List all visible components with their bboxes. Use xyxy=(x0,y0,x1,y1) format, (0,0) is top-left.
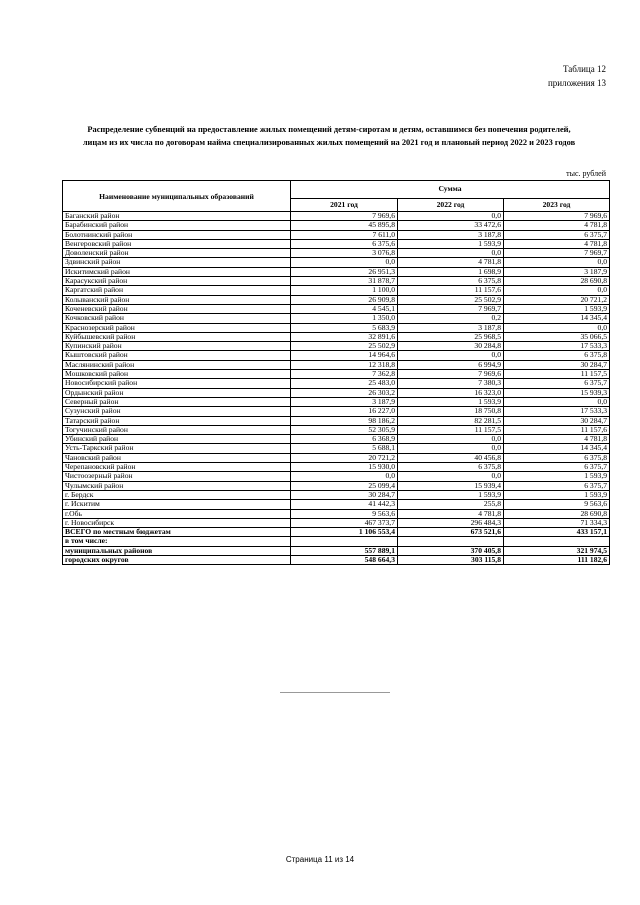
cell-name: Куйбышевский район xyxy=(63,332,291,341)
cell-2022: 370 405,8 xyxy=(398,546,504,555)
cell-2023: 0,0 xyxy=(504,258,610,267)
cell-2023: 433 157,1 xyxy=(504,528,610,537)
cell-2022: 0,0 xyxy=(398,249,504,258)
cell-2022: 25 968,5 xyxy=(398,332,504,341)
cell-2023: 20 721,2 xyxy=(504,295,610,304)
table-row xyxy=(63,481,610,490)
cell-2021: 3 076,8 xyxy=(291,249,398,258)
cell-name: Каргатский район xyxy=(63,286,291,295)
table-row xyxy=(63,435,610,444)
cell-2021: 1 100,0 xyxy=(291,286,398,295)
cell-2022: 6 994,9 xyxy=(398,360,504,369)
cell-2021 xyxy=(291,537,398,546)
table-row xyxy=(63,230,610,239)
table-row xyxy=(63,407,610,416)
cell-2021: 25 099,4 xyxy=(291,481,398,490)
cell-2023 xyxy=(504,537,610,546)
cell-2021: 3 187,9 xyxy=(291,397,398,406)
units-label: тыс. рублей xyxy=(566,169,606,178)
table-row xyxy=(63,286,610,295)
table-row xyxy=(63,379,610,388)
cell-2023: 9 563,6 xyxy=(504,500,610,509)
cell-2022: 6 375,8 xyxy=(398,463,504,472)
cell-2022: 0,2 xyxy=(398,314,504,323)
table-row xyxy=(63,258,610,267)
cell-2023: 7 969,7 xyxy=(504,249,610,258)
table-row xyxy=(63,277,610,286)
table-row xyxy=(63,360,610,369)
cell-2021: 4 545,1 xyxy=(291,304,398,313)
cell-2023: 1 593,9 xyxy=(504,490,610,499)
cell-2023: 6 375,7 xyxy=(504,230,610,239)
appendix-number: приложения 13 xyxy=(547,78,606,88)
cell-2021: 14 964,6 xyxy=(291,351,398,360)
cell-name: Татарский район xyxy=(63,416,291,425)
table-row xyxy=(63,397,610,406)
cell-name: Чулымский район xyxy=(63,481,291,490)
cell-2021: 12 318,8 xyxy=(291,360,398,369)
table-row xyxy=(63,537,610,546)
cell-name: Мошковский район xyxy=(63,370,291,379)
column-header-2021: 2021 год xyxy=(291,199,398,212)
cell-2023: 0,0 xyxy=(504,286,610,295)
cell-2023: 14 345,4 xyxy=(504,314,610,323)
cell-2021: 548 664,3 xyxy=(291,555,398,564)
document-title xyxy=(40,123,618,149)
page-footer: Страница 11 из 14 xyxy=(285,855,355,864)
cell-2021: 9 563,6 xyxy=(291,509,398,518)
cell-name: городских округов xyxy=(63,555,291,564)
cell-name: муниципальных районов xyxy=(63,546,291,555)
cell-2023: 71 334,3 xyxy=(504,518,610,527)
table-row xyxy=(63,388,610,397)
table-row xyxy=(63,267,610,276)
cell-2022: 1 593,9 xyxy=(398,490,504,499)
cell-name: Тогучинский район xyxy=(63,425,291,434)
cell-2021: 7 362,8 xyxy=(291,370,398,379)
title-line-1: Распределение субвенций на предоставление жилых помещений детям-сиротам и детям, оставшимся без попечения родителей, xyxy=(87,125,571,134)
cell-name: Чистоозерный район xyxy=(63,472,291,481)
table-row xyxy=(63,555,610,564)
cell-2022: 7 969,7 xyxy=(398,304,504,313)
table-body xyxy=(63,212,610,565)
cell-2021: 26 951,3 xyxy=(291,267,398,276)
cell-2022: 6 375,8 xyxy=(398,277,504,286)
cell-2022: 4 781,8 xyxy=(398,509,504,518)
table-row xyxy=(63,528,610,537)
cell-2022: 0,0 xyxy=(398,472,504,481)
cell-2021: 25 502,9 xyxy=(291,342,398,351)
cell-name: Колыванский район xyxy=(63,295,291,304)
cell-2022: 11 157,5 xyxy=(398,425,504,434)
cell-2023: 17 533,3 xyxy=(504,407,610,416)
cell-name: Черепановский район xyxy=(63,463,291,472)
table-row xyxy=(63,314,610,323)
cell-2021: 32 891,6 xyxy=(291,332,398,341)
cell-2021: 41 442,3 xyxy=(291,500,398,509)
table-row xyxy=(63,342,610,351)
cell-2021: 30 284,7 xyxy=(291,490,398,499)
cell-2022: 296 484,3 xyxy=(398,518,504,527)
cell-name: Новосибирский район xyxy=(63,379,291,388)
cell-2021: 557 889,1 xyxy=(291,546,398,555)
cell-2023: 17 533,3 xyxy=(504,342,610,351)
cell-2022: 15 939,4 xyxy=(398,481,504,490)
table-row xyxy=(63,304,610,313)
cell-2023: 28 690,8 xyxy=(504,277,610,286)
cell-2021: 5 688,1 xyxy=(291,444,398,453)
cell-2023: 1 593,9 xyxy=(504,472,610,481)
cell-2023: 4 781,8 xyxy=(504,221,610,230)
cell-name: Коченевский район xyxy=(63,304,291,313)
cell-2021: 31 878,7 xyxy=(291,277,398,286)
cell-name: Венгеровский район xyxy=(63,239,291,248)
column-header-2022: 2022 год xyxy=(398,199,504,212)
cell-2022: 40 456,8 xyxy=(398,453,504,462)
cell-name: Карасукский район xyxy=(63,277,291,286)
cell-2021: 467 373,7 xyxy=(291,518,398,527)
table-row xyxy=(63,509,610,518)
column-header-name: Наименование муниципальных образований xyxy=(63,181,291,212)
cell-name: Северный район xyxy=(63,397,291,406)
cell-2021: 1 350,0 xyxy=(291,314,398,323)
cell-2022: 82 281,5 xyxy=(398,416,504,425)
cell-name: г.Обь xyxy=(63,509,291,518)
cell-2023: 0,0 xyxy=(504,397,610,406)
table-row xyxy=(63,453,610,462)
cell-name: Болотнинский район xyxy=(63,230,291,239)
cell-name: Ордынский район xyxy=(63,388,291,397)
cell-2023: 7 969,6 xyxy=(504,212,610,221)
cell-2021: 7 611,0 xyxy=(291,230,398,239)
cell-2021: 26 303,2 xyxy=(291,388,398,397)
table-row xyxy=(63,239,610,248)
cell-2021: 98 186,2 xyxy=(291,416,398,425)
title-line-2: лицам из их числа по договорам найма специализированных жилых помещений на 2021 год и плановый период 2022 и 2023 годов xyxy=(82,138,576,147)
cell-2021: 6 375,6 xyxy=(291,239,398,248)
cell-2021: 15 930,0 xyxy=(291,463,398,472)
cell-2022: 1 593,9 xyxy=(398,239,504,248)
table-row xyxy=(63,518,610,527)
table-row xyxy=(63,370,610,379)
cell-name: г. Искитим xyxy=(63,500,291,509)
cell-2023: 4 781,8 xyxy=(504,239,610,248)
cell-name: Искитимский район xyxy=(63,267,291,276)
cell-2022 xyxy=(398,537,504,546)
cell-2023: 6 375,7 xyxy=(504,379,610,388)
cell-2022: 0,0 xyxy=(398,212,504,221)
cell-2023: 35 066,5 xyxy=(504,332,610,341)
cell-2023: 1 593,9 xyxy=(504,304,610,313)
cell-2023: 15 939,3 xyxy=(504,388,610,397)
cell-name: Баганский район xyxy=(63,212,291,221)
cell-name: Маслянинский район xyxy=(63,360,291,369)
cell-2023: 11 157,6 xyxy=(504,425,610,434)
table-row xyxy=(63,444,610,453)
table-row xyxy=(63,546,610,555)
cell-name: Краснозерский район xyxy=(63,323,291,332)
cell-2023: 111 182,6 xyxy=(504,555,610,564)
cell-2022: 0,0 xyxy=(398,444,504,453)
table-row xyxy=(63,295,610,304)
cell-2021: 16 227,0 xyxy=(291,407,398,416)
table-row xyxy=(63,490,610,499)
cell-2022: 33 472,6 xyxy=(398,221,504,230)
table-row xyxy=(63,221,610,230)
cell-2022: 3 187,8 xyxy=(398,230,504,239)
cell-2021: 52 305,9 xyxy=(291,425,398,434)
cell-2023: 14 345,4 xyxy=(504,444,610,453)
cell-2023: 28 690,8 xyxy=(504,509,610,518)
cell-name: Доволенский район xyxy=(63,249,291,258)
cell-name: Убинский район xyxy=(63,435,291,444)
cell-2022: 30 284,8 xyxy=(398,342,504,351)
cell-name: Здвинский район xyxy=(63,258,291,267)
cell-2021: 20 721,2 xyxy=(291,453,398,462)
table-row xyxy=(63,463,610,472)
cell-name: Барабинский район xyxy=(63,221,291,230)
cell-2023: 6 375,8 xyxy=(504,351,610,360)
cell-2022: 1 593,9 xyxy=(398,397,504,406)
cell-2022: 255,8 xyxy=(398,500,504,509)
cell-2021: 45 895,8 xyxy=(291,221,398,230)
cell-2022: 18 750,8 xyxy=(398,407,504,416)
table-row xyxy=(63,351,610,360)
table-row xyxy=(63,212,610,221)
cell-name: Чановский район xyxy=(63,453,291,462)
table-row xyxy=(63,323,610,332)
cell-name: Кыштовский район xyxy=(63,351,291,360)
table-number: Таблица 12 xyxy=(563,64,606,74)
subvention-table xyxy=(62,180,610,565)
cell-name: ВСЕГО по местным бюджетам xyxy=(63,528,291,537)
cell-2021: 0,0 xyxy=(291,258,398,267)
column-header-sum: Сумма xyxy=(291,181,610,199)
cell-2021: 5 683,9 xyxy=(291,323,398,332)
table-row xyxy=(63,416,610,425)
cell-2022: 0,0 xyxy=(398,351,504,360)
cell-2022: 0,0 xyxy=(398,435,504,444)
cell-name: в том числе: xyxy=(63,537,291,546)
cell-2022: 4 781,8 xyxy=(398,258,504,267)
cell-2023: 30 284,7 xyxy=(504,416,610,425)
cell-name: г. Бердск xyxy=(63,490,291,499)
cell-2023: 11 157,5 xyxy=(504,370,610,379)
cell-2022: 303 115,8 xyxy=(398,555,504,564)
cell-2021: 6 368,9 xyxy=(291,435,398,444)
cell-name: г. Новосибирск xyxy=(63,518,291,527)
cell-2021: 25 483,0 xyxy=(291,379,398,388)
cell-2022: 3 187,8 xyxy=(398,323,504,332)
cell-2023: 6 375,8 xyxy=(504,453,610,462)
column-header-2023: 2023 год xyxy=(504,199,610,212)
table-row xyxy=(63,472,610,481)
cell-2021: 7 969,6 xyxy=(291,212,398,221)
table-row xyxy=(63,500,610,509)
table-row xyxy=(63,249,610,258)
cell-2021: 0,0 xyxy=(291,472,398,481)
cell-2021: 1 106 553,4 xyxy=(291,528,398,537)
cell-name: Кочковский район xyxy=(63,314,291,323)
cell-2023: 3 187,9 xyxy=(504,267,610,276)
cell-2023: 30 284,7 xyxy=(504,360,610,369)
cell-2022: 7 969,6 xyxy=(398,370,504,379)
table-row xyxy=(63,332,610,341)
footnote-separator xyxy=(280,692,390,693)
cell-name: Купинский район xyxy=(63,342,291,351)
cell-2022: 25 502,9 xyxy=(398,295,504,304)
cell-2023: 321 974,5 xyxy=(504,546,610,555)
cell-name: Усть-Таркский район xyxy=(63,444,291,453)
cell-2022: 673 521,6 xyxy=(398,528,504,537)
cell-2023: 0,0 xyxy=(504,323,610,332)
cell-2022: 11 157,6 xyxy=(398,286,504,295)
cell-2022: 16 323,0 xyxy=(398,388,504,397)
cell-2023: 6 375,7 xyxy=(504,481,610,490)
cell-2021: 26 909,8 xyxy=(291,295,398,304)
cell-name: Сузунский район xyxy=(63,407,291,416)
cell-2023: 6 375,7 xyxy=(504,463,610,472)
cell-2022: 7 380,3 xyxy=(398,379,504,388)
table-reference xyxy=(548,62,606,90)
table-row xyxy=(63,425,610,434)
cell-2022: 1 698,9 xyxy=(398,267,504,276)
cell-2023: 4 781,8 xyxy=(504,435,610,444)
